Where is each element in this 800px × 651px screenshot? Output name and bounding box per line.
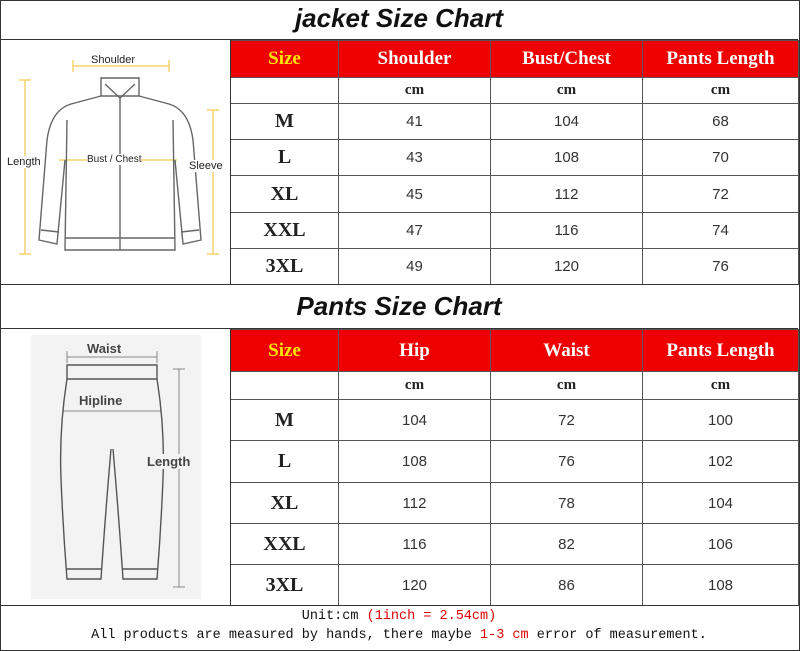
value-cell: 120 [339, 565, 491, 606]
note-suffix: error of measurement. [536, 628, 707, 643]
unit-cell: cm [491, 78, 643, 104]
value-cell: 43 [339, 140, 491, 176]
value-cell: 72 [643, 176, 799, 213]
bust-label: Bust / Chest [87, 154, 142, 165]
value-cell: 108 [339, 441, 491, 483]
pants-size-table [230, 329, 799, 606]
inch-conversion: (1inch = 2.54cm) [366, 609, 497, 624]
value-cell: 72 [491, 400, 643, 441]
length-label: Length [147, 454, 191, 469]
size-cell: L [231, 140, 339, 176]
header-waist: Waist [491, 330, 643, 372]
size-cell: M [231, 104, 339, 140]
value-cell: 112 [339, 483, 491, 524]
table-row [231, 483, 799, 524]
size-cell: XXL [231, 524, 339, 565]
header-pants-length: Pants Length [643, 330, 799, 372]
header-bust-chest: Bust/Chest [491, 41, 643, 78]
table-row [231, 249, 799, 285]
value-cell: 70 [643, 140, 799, 176]
unit-note [0, 609, 798, 624]
unit-cell [231, 78, 339, 104]
table-row [231, 104, 799, 140]
value-cell: 82 [491, 524, 643, 565]
value-cell: 108 [491, 140, 643, 176]
unit-prefix: Unit:cm [301, 609, 359, 624]
value-cell: 47 [339, 213, 491, 249]
value-cell: 68 [643, 104, 799, 140]
pants-diagram [1, 329, 230, 605]
shoulder-label: Shoulder [91, 54, 136, 66]
unit-cell [231, 372, 339, 400]
length-label: Length [7, 156, 41, 168]
size-cell: XL [231, 176, 339, 213]
table-row [231, 441, 799, 483]
waist-label: Waist [87, 341, 122, 356]
unit-row [231, 372, 799, 400]
pants-chart-title: Pants Size Chart [296, 291, 502, 321]
value-cell: 100 [643, 400, 799, 441]
value-cell: 102 [643, 441, 799, 483]
size-cell: M [231, 400, 339, 441]
divider [0, 284, 798, 285]
value-cell: 86 [491, 565, 643, 606]
table-header-row [231, 330, 799, 372]
value-cell: 116 [491, 213, 643, 249]
value-cell: 76 [643, 249, 799, 285]
value-cell: 78 [491, 483, 643, 524]
unit-cell: cm [339, 78, 491, 104]
table-header-row [231, 41, 799, 78]
header-hip: Hip [339, 330, 491, 372]
header-size: Size [231, 41, 339, 78]
value-cell: 104 [643, 483, 799, 524]
note-prefix: All products are measured by hands, there maybe [91, 628, 472, 643]
note-range: 1-3 cm [480, 628, 529, 643]
header-size: Size [231, 330, 339, 372]
divider [230, 329, 231, 605]
size-cell: XL [231, 483, 339, 524]
value-cell: 104 [491, 104, 643, 140]
size-cell: 3XL [231, 565, 339, 606]
value-cell: 41 [339, 104, 491, 140]
value-cell: 116 [339, 524, 491, 565]
table-row [231, 176, 799, 213]
size-cell: L [231, 441, 339, 483]
measurement-note [0, 628, 798, 643]
table-row [231, 213, 799, 249]
value-cell: 112 [491, 176, 643, 213]
jacket-diagram [1, 40, 230, 284]
header-pants-length: Pants Length [643, 41, 799, 78]
divider [230, 40, 231, 284]
value-cell: 108 [643, 565, 799, 606]
sleeve-label: Sleeve [189, 160, 223, 172]
unit-cell: cm [339, 372, 491, 400]
value-cell: 104 [339, 400, 491, 441]
value-cell: 74 [643, 213, 799, 249]
jacket-chart-title: jacket Size Chart [294, 3, 504, 33]
value-cell: 120 [491, 249, 643, 285]
value-cell: 76 [491, 441, 643, 483]
unit-cell: cm [643, 78, 799, 104]
pants-illustration [1, 329, 230, 605]
divider [0, 605, 798, 606]
unit-row [231, 78, 799, 104]
unit-cell: cm [643, 372, 799, 400]
value-cell: 106 [643, 524, 799, 565]
table-row [231, 400, 799, 441]
header-shoulder: Shoulder [339, 41, 491, 78]
unit-cell: cm [491, 372, 643, 400]
size-cell: 3XL [231, 249, 339, 285]
table-row [231, 565, 799, 606]
value-cell: 49 [339, 249, 491, 285]
table-row [231, 140, 799, 176]
jacket-size-table [230, 40, 799, 285]
table-row [231, 524, 799, 565]
hipline-label: Hipline [79, 393, 123, 408]
size-cell: XXL [231, 213, 339, 249]
value-cell: 45 [339, 176, 491, 213]
